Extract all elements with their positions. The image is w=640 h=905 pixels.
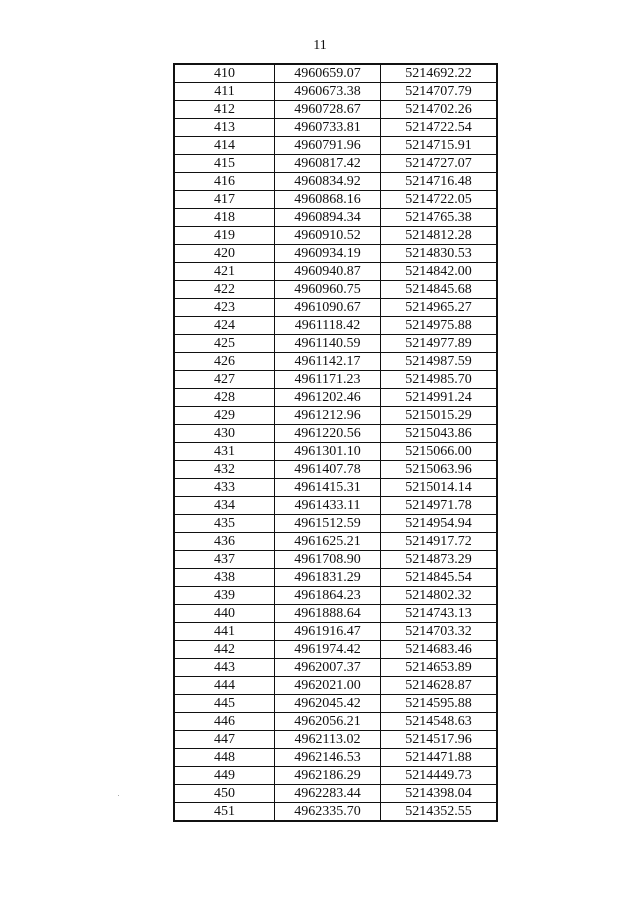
y-coordinate-cell: 5214703.32 <box>381 623 498 641</box>
x-coordinate-cell: 4960728.67 <box>275 101 381 119</box>
x-coordinate-cell: 4961708.90 <box>275 551 381 569</box>
point-number-cell: 446 <box>174 713 275 731</box>
y-coordinate-cell: 5215043.86 <box>381 425 498 443</box>
table-row <box>174 587 497 605</box>
table-row <box>174 749 497 767</box>
y-coordinate-cell: 5214845.54 <box>381 569 498 587</box>
table-row <box>174 155 497 173</box>
x-coordinate-cell: 4960960.75 <box>275 281 381 299</box>
table-row <box>174 101 497 119</box>
table-row <box>174 785 497 803</box>
y-coordinate-cell: 5214873.29 <box>381 551 498 569</box>
point-number-cell: 436 <box>174 533 275 551</box>
y-coordinate-cell: 5214628.87 <box>381 677 498 695</box>
x-coordinate-cell: 4962186.29 <box>275 767 381 785</box>
x-coordinate-cell: 4960934.19 <box>275 245 381 263</box>
y-coordinate-cell: 5214743.13 <box>381 605 498 623</box>
y-coordinate-cell: 5214595.88 <box>381 695 498 713</box>
point-number-cell: 435 <box>174 515 275 533</box>
y-coordinate-cell: 5214802.32 <box>381 587 498 605</box>
x-coordinate-cell: 4961415.31 <box>275 479 381 497</box>
x-coordinate-cell: 4960817.42 <box>275 155 381 173</box>
x-coordinate-cell: 4962335.70 <box>275 803 381 822</box>
x-coordinate-cell: 4961433.11 <box>275 497 381 515</box>
x-coordinate-cell: 4961090.67 <box>275 299 381 317</box>
table-row <box>174 767 497 785</box>
table-row <box>174 353 497 371</box>
table-row <box>174 641 497 659</box>
coordinates-table <box>173 63 498 822</box>
x-coordinate-cell: 4961625.21 <box>275 533 381 551</box>
y-coordinate-cell: 5214977.89 <box>381 335 498 353</box>
y-coordinate-cell: 5214975.88 <box>381 317 498 335</box>
table-row <box>174 515 497 533</box>
x-coordinate-cell: 4961512.59 <box>275 515 381 533</box>
x-coordinate-cell: 4960834.92 <box>275 173 381 191</box>
y-coordinate-cell: 5214449.73 <box>381 767 498 785</box>
table-row <box>174 281 497 299</box>
table-row <box>174 173 497 191</box>
x-coordinate-cell: 4961118.42 <box>275 317 381 335</box>
x-coordinate-cell: 4961142.17 <box>275 353 381 371</box>
y-coordinate-cell: 5215014.14 <box>381 479 498 497</box>
x-coordinate-cell: 4962007.37 <box>275 659 381 677</box>
table-row <box>174 299 497 317</box>
x-coordinate-cell: 4961974.42 <box>275 641 381 659</box>
point-number-cell: 442 <box>174 641 275 659</box>
page-number: 11 <box>313 38 327 53</box>
table-row <box>174 479 497 497</box>
point-number-cell: 418 <box>174 209 275 227</box>
point-number-cell: 410 <box>174 64 275 83</box>
table-row <box>174 569 497 587</box>
point-number-cell: 431 <box>174 443 275 461</box>
x-coordinate-cell: 4961301.10 <box>275 443 381 461</box>
y-coordinate-cell: 5214722.05 <box>381 191 498 209</box>
table-row <box>174 623 497 641</box>
point-number-cell: 412 <box>174 101 275 119</box>
point-number-cell: 413 <box>174 119 275 137</box>
x-coordinate-cell: 4961140.59 <box>275 335 381 353</box>
y-coordinate-cell: 5214517.96 <box>381 731 498 749</box>
point-number-cell: 433 <box>174 479 275 497</box>
x-coordinate-cell: 4962021.00 <box>275 677 381 695</box>
point-number-cell: 443 <box>174 659 275 677</box>
point-number-cell: 426 <box>174 353 275 371</box>
table-row <box>174 677 497 695</box>
table-row <box>174 803 497 822</box>
y-coordinate-cell: 5214830.53 <box>381 245 498 263</box>
point-number-cell: 424 <box>174 317 275 335</box>
table-row <box>174 371 497 389</box>
table-row <box>174 389 497 407</box>
x-coordinate-cell: 4960673.38 <box>275 83 381 101</box>
x-coordinate-cell: 4960733.81 <box>275 119 381 137</box>
y-coordinate-cell: 5214722.54 <box>381 119 498 137</box>
x-coordinate-cell: 4960791.96 <box>275 137 381 155</box>
margin-mark <box>118 795 119 796</box>
point-number-cell: 437 <box>174 551 275 569</box>
point-number-cell: 447 <box>174 731 275 749</box>
y-coordinate-cell: 5214352.55 <box>381 803 498 822</box>
x-coordinate-cell: 4961864.23 <box>275 587 381 605</box>
point-number-cell: 427 <box>174 371 275 389</box>
y-coordinate-cell: 5214954.94 <box>381 515 498 533</box>
table-row <box>174 551 497 569</box>
point-number-cell: 417 <box>174 191 275 209</box>
x-coordinate-cell: 4961831.29 <box>275 569 381 587</box>
y-coordinate-cell: 5214715.91 <box>381 137 498 155</box>
table-row <box>174 335 497 353</box>
point-number-cell: 419 <box>174 227 275 245</box>
point-number-cell: 444 <box>174 677 275 695</box>
y-coordinate-cell: 5214716.48 <box>381 173 498 191</box>
table-row <box>174 443 497 461</box>
point-number-cell: 441 <box>174 623 275 641</box>
x-coordinate-cell: 4960910.52 <box>275 227 381 245</box>
point-number-cell: 425 <box>174 335 275 353</box>
y-coordinate-cell: 5214471.88 <box>381 749 498 767</box>
point-number-cell: 414 <box>174 137 275 155</box>
table-row <box>174 317 497 335</box>
x-coordinate-cell: 4962113.02 <box>275 731 381 749</box>
x-coordinate-cell: 4961220.56 <box>275 425 381 443</box>
y-coordinate-cell: 5214845.68 <box>381 281 498 299</box>
table-row <box>174 713 497 731</box>
x-coordinate-cell: 4962045.42 <box>275 695 381 713</box>
table-row <box>174 119 497 137</box>
table-row <box>174 695 497 713</box>
table-row <box>174 209 497 227</box>
point-number-cell: 429 <box>174 407 275 425</box>
point-number-cell: 438 <box>174 569 275 587</box>
y-coordinate-cell: 5214702.26 <box>381 101 498 119</box>
table-row <box>174 263 497 281</box>
x-coordinate-cell: 4961202.46 <box>275 389 381 407</box>
y-coordinate-cell: 5215063.96 <box>381 461 498 479</box>
point-number-cell: 420 <box>174 245 275 263</box>
y-coordinate-cell: 5214398.04 <box>381 785 498 803</box>
table-row <box>174 64 497 83</box>
x-coordinate-cell: 4960868.16 <box>275 191 381 209</box>
x-coordinate-cell: 4962146.53 <box>275 749 381 767</box>
y-coordinate-cell: 5214917.72 <box>381 533 498 551</box>
y-coordinate-cell: 5214765.38 <box>381 209 498 227</box>
x-coordinate-cell: 4961171.23 <box>275 371 381 389</box>
point-number-cell: 445 <box>174 695 275 713</box>
y-coordinate-cell: 5214987.59 <box>381 353 498 371</box>
y-coordinate-cell: 5214965.27 <box>381 299 498 317</box>
x-coordinate-cell: 4962283.44 <box>275 785 381 803</box>
table-row <box>174 731 497 749</box>
x-coordinate-cell: 4961916.47 <box>275 623 381 641</box>
y-coordinate-cell: 5214683.46 <box>381 641 498 659</box>
coordinates-table-body <box>174 64 497 821</box>
table-row <box>174 227 497 245</box>
point-number-cell: 440 <box>174 605 275 623</box>
point-number-cell: 422 <box>174 281 275 299</box>
point-number-cell: 449 <box>174 767 275 785</box>
x-coordinate-cell: 4961407.78 <box>275 461 381 479</box>
x-coordinate-cell: 4960894.34 <box>275 209 381 227</box>
table-row <box>174 533 497 551</box>
y-coordinate-cell: 5215015.29 <box>381 407 498 425</box>
x-coordinate-cell: 4960940.87 <box>275 263 381 281</box>
point-number-cell: 430 <box>174 425 275 443</box>
table-row <box>174 659 497 677</box>
y-coordinate-cell: 5214985.70 <box>381 371 498 389</box>
x-coordinate-cell: 4962056.21 <box>275 713 381 731</box>
x-coordinate-cell: 4961888.64 <box>275 605 381 623</box>
point-number-cell: 415 <box>174 155 275 173</box>
table-row <box>174 191 497 209</box>
table-row <box>174 497 497 515</box>
table-row <box>174 245 497 263</box>
y-coordinate-cell: 5214971.78 <box>381 497 498 515</box>
y-coordinate-cell: 5214707.79 <box>381 83 498 101</box>
point-number-cell: 448 <box>174 749 275 767</box>
y-coordinate-cell: 5214727.07 <box>381 155 498 173</box>
point-number-cell: 411 <box>174 83 275 101</box>
point-number-cell: 432 <box>174 461 275 479</box>
table-row <box>174 605 497 623</box>
table-row <box>174 425 497 443</box>
y-coordinate-cell: 5214692.22 <box>381 64 498 83</box>
x-coordinate-cell: 4961212.96 <box>275 407 381 425</box>
y-coordinate-cell: 5214653.89 <box>381 659 498 677</box>
y-coordinate-cell: 5214812.28 <box>381 227 498 245</box>
y-coordinate-cell: 5215066.00 <box>381 443 498 461</box>
y-coordinate-cell: 5214548.63 <box>381 713 498 731</box>
table-row <box>174 83 497 101</box>
point-number-cell: 421 <box>174 263 275 281</box>
point-number-cell: 416 <box>174 173 275 191</box>
point-number-cell: 434 <box>174 497 275 515</box>
table-row <box>174 137 497 155</box>
point-number-cell: 439 <box>174 587 275 605</box>
point-number-cell: 451 <box>174 803 275 822</box>
y-coordinate-cell: 5214991.24 <box>381 389 498 407</box>
table-row <box>174 407 497 425</box>
x-coordinate-cell: 4960659.07 <box>275 64 381 83</box>
point-number-cell: 423 <box>174 299 275 317</box>
point-number-cell: 428 <box>174 389 275 407</box>
table-row <box>174 461 497 479</box>
y-coordinate-cell: 5214842.00 <box>381 263 498 281</box>
point-number-cell: 450 <box>174 785 275 803</box>
